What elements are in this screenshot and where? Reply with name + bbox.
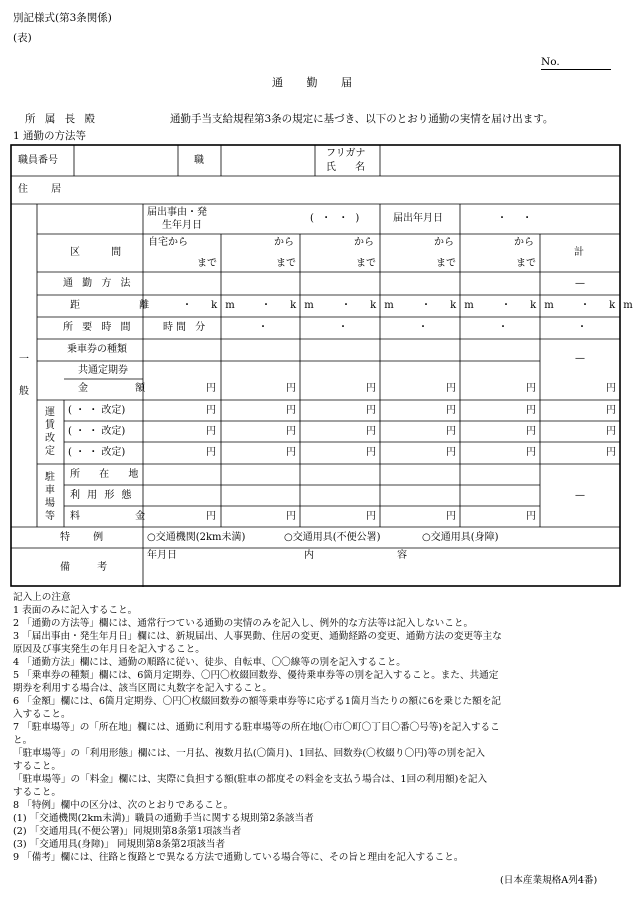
note-line: 入すること。 (13, 709, 71, 720)
reason-date-field[interactable]: ( ・ ・ ) (310, 213, 362, 224)
rev2-yen-3[interactable]: 円 (366, 426, 376, 437)
fare-revision-label: 運賃改定 (45, 407, 55, 457)
time-3[interactable]: ・ (338, 322, 348, 333)
note-line: 2 「通勤の方法等」欄には、通常行つている通勤の実情のみを記入し、例外的な方法等は記入しないこと。 (13, 618, 474, 629)
reason-date-label-2: 生年月日 (162, 220, 202, 231)
side-label: (表) (13, 32, 32, 44)
amount-label: 金 額 (78, 383, 168, 394)
address-label: 住 居 (18, 184, 72, 195)
form-number (541, 57, 611, 70)
rev2-yen-2[interactable]: 円 (286, 426, 296, 437)
amount-yen-3[interactable]: 円 (366, 383, 376, 394)
fee-yen-1[interactable]: 円 (206, 511, 216, 522)
note-line: と。 (13, 735, 33, 746)
ticket-type-label: 乗車券の種類 (67, 344, 127, 355)
distance-4[interactable]: ・ km (421, 300, 482, 311)
time-label: 所 要 時 間 (63, 322, 134, 333)
intro-text: 通勤手当支給規程第3条の規定に基づき、以下のとおり通勤の実情を届け出ます。 (170, 113, 554, 125)
employee-no-field[interactable] (75, 146, 177, 175)
rev1-yen-2[interactable]: 円 (286, 405, 296, 416)
filing-date-label: 届出年月日 (393, 213, 443, 224)
parking-label: 駐車場等 (45, 472, 55, 522)
note-line: 原因及び事実発生の年月日を記入すること。 (13, 644, 205, 655)
amount-yen-total[interactable]: 円 (606, 383, 616, 394)
rev1-yen-1[interactable]: 円 (206, 405, 216, 416)
remarks-content-label: 内 容 (304, 550, 448, 561)
note-line: すること。 (13, 761, 61, 772)
amount-yen-2[interactable]: 円 (286, 383, 296, 394)
rev2-yen-1[interactable]: 円 (206, 426, 216, 437)
amount-yen-5[interactable]: 円 (526, 383, 536, 394)
rev3-yen-1[interactable]: 円 (206, 447, 216, 458)
distance-label: 距 離 (70, 300, 178, 311)
section-label: 区 間 (70, 247, 136, 258)
rev2-yen-4[interactable]: 円 (446, 426, 456, 437)
rev3-yen-3[interactable]: 円 (366, 447, 376, 458)
remarks-date-label: 年月日 (147, 550, 177, 561)
fee-label: 料 金 (70, 511, 172, 522)
section-to-4: まで (436, 258, 456, 269)
address-field[interactable] (75, 177, 619, 203)
note-line: 9 「備考」欄には、往路と復路とで異なる方法で通勤している場合等に、その旨と理由を記入すること。 (13, 852, 464, 863)
section-total-label: 計 (574, 247, 584, 258)
fee-yen-3[interactable]: 円 (366, 511, 376, 522)
section-from-5: から (514, 237, 534, 248)
reason-date-label-1: 届出事由・発 (147, 207, 207, 218)
section-from-3: から (354, 237, 374, 248)
rev1-yen-total[interactable]: 円 (606, 405, 616, 416)
rev1-yen-4[interactable]: 円 (446, 405, 456, 416)
special-option-3[interactable]: ○交通用具(身障) (422, 532, 499, 543)
revised-3[interactable]: ( ・ ・ 改定) (68, 447, 126, 458)
usage-type-label: 利 用 形 態 (70, 490, 134, 501)
joint-pass-label: 共通定期券 (78, 365, 128, 376)
filing-date-field[interactable]: ・ ・ (497, 213, 539, 224)
revised-2[interactable]: ( ・ ・ 改定) (68, 426, 126, 437)
note-line: 「駐車場等」の「利用形態」欄には、一月払、複数月払(〇箇月)、1回払、回数券(〇枚綴り〇円)等の別を記入 (13, 748, 485, 759)
name-field[interactable] (381, 146, 619, 175)
number-label: No. (541, 56, 560, 68)
rev2-yen-5[interactable]: 円 (526, 426, 536, 437)
note-line: 6 「金額」欄には、6箇月定期券、〇円〇枚綴回数券の額等乗車券等に応ずる1箇月当たりの額に6を乗じた額を記 (13, 696, 501, 707)
note-line: 4 「通勤方法」欄には、通勤の順路に従い、徒歩、自転車、〇〇線等の別を記入すること。 (13, 657, 406, 668)
furigana-label: フリガナ (326, 148, 366, 159)
rev3-yen-2[interactable]: 円 (286, 447, 296, 458)
fee-yen-2[interactable]: 円 (286, 511, 296, 522)
form-style-label: 別記様式(第3条関係) (13, 12, 112, 24)
note-line: 3 「届出事由・発生年月日」欄には、新規届出、人事異動、住居の変更、通勤経路の変更、通勤方法の変更等主な (13, 631, 502, 642)
distance-5[interactable]: ・ km (501, 300, 562, 311)
section-to-5: まで (516, 258, 536, 269)
remarks-field[interactable] (144, 564, 619, 585)
commute-form-table (10, 144, 641, 587)
amount-yen-4[interactable]: 円 (446, 383, 456, 394)
section-title: 1 通勤の方法等 (13, 130, 87, 142)
note-line: 期券を利用する場合は、該当区間に丸数字を記入すること。 (13, 683, 273, 694)
section-from-4: から (434, 237, 454, 248)
distance-3[interactable]: ・ km (341, 300, 402, 311)
fee-yen-5[interactable]: 円 (526, 511, 536, 522)
rev3-yen-4[interactable]: 円 (446, 447, 456, 458)
instructions-section (13, 591, 613, 864)
revised-1[interactable]: ( ・ ・ 改定) (68, 405, 126, 416)
section-to-2: まで (276, 258, 296, 269)
paper-size-footer: (日本産業規格A列4番) (500, 875, 598, 886)
note-line: (2) 「交通用具(不便公署)」同規則第8条第1項該当者 (13, 826, 242, 837)
distance-1[interactable]: ・ km (182, 300, 243, 311)
note-line: 5 「乗車券の種類」欄には、6箇月定期券、〇円〇枚綴回数券、優待乗車券等の別を記入すること。また、共通定 (13, 670, 499, 681)
section-to-1: まで (197, 258, 217, 269)
page-title: 通 勤 届 (272, 76, 362, 89)
fee-yen-4[interactable]: 円 (446, 511, 456, 522)
position-label: 職 (194, 155, 204, 166)
distance-2[interactable]: ・ km (261, 300, 322, 311)
rev1-yen-3[interactable]: 円 (366, 405, 376, 416)
name-label: 氏 名 (326, 162, 374, 173)
rev2-yen-total[interactable]: 円 (606, 426, 616, 437)
special-option-2[interactable]: ○交通用具(不便公署) (284, 532, 381, 543)
note-line: (3) 「交通用具(身障)」 同規則第8条第2項該当者 (13, 839, 226, 850)
ticket-dash: — (575, 353, 585, 364)
position-field[interactable] (222, 146, 314, 175)
method-dash: — (575, 278, 585, 289)
note-line: 8 「特例」欄中の区分は、次のとおりであること。 (13, 800, 234, 811)
special-option-1[interactable]: ○交通機関(2km未満) (147, 532, 246, 543)
note-line: すること。 (13, 787, 61, 798)
time-5[interactable]: ・ (498, 322, 508, 333)
rev3-yen-5[interactable]: 円 (526, 447, 536, 458)
method-label: 通 勤 方 法 (63, 278, 134, 289)
distance-total[interactable]: ・ km (580, 300, 641, 311)
time-total[interactable]: ・ (577, 322, 587, 333)
note-line: 1 表面のみに記入すること。 (13, 605, 138, 616)
time-2[interactable]: ・ (258, 322, 268, 333)
employee-no-label: 職員番号 (18, 155, 58, 166)
general-label: 一般 (19, 354, 29, 397)
section-from-2: から (274, 237, 294, 248)
special-label: 特 例 (60, 532, 114, 543)
note-line: 「駐車場等」の「料金」欄には、実際に負担する額(駐車の都度その料金を支払う場合は、1回の利用額)を記入 (13, 774, 488, 785)
section-to-3: まで (356, 258, 376, 269)
parking-dash: — (575, 490, 585, 501)
note-line: 7 「駐車場等」の「所在地」欄には、通勤に利用する駐車場等の所在地(〇市〇町〇丁目〇番〇号等)を記入するこ (13, 722, 500, 733)
section-from-home: 自宅から (148, 237, 188, 248)
time-4[interactable]: ・ (418, 322, 428, 333)
time-1[interactable]: 時間 分 (163, 322, 209, 333)
instructions-heading: 記入上の注意 (13, 592, 71, 603)
remarks-label: 備 考 (60, 562, 120, 573)
note-line: (1) 「交通機関(2km未満)」職員の通勤手当に関する規則第2条該当者 (13, 813, 314, 824)
rev3-yen-total[interactable]: 円 (606, 447, 616, 458)
location-label: 所 在 地 (70, 469, 147, 480)
addressee: 所 属 長 殿 (25, 113, 99, 125)
amount-yen-1[interactable]: 円 (206, 383, 216, 394)
rev1-yen-5[interactable]: 円 (526, 405, 536, 416)
